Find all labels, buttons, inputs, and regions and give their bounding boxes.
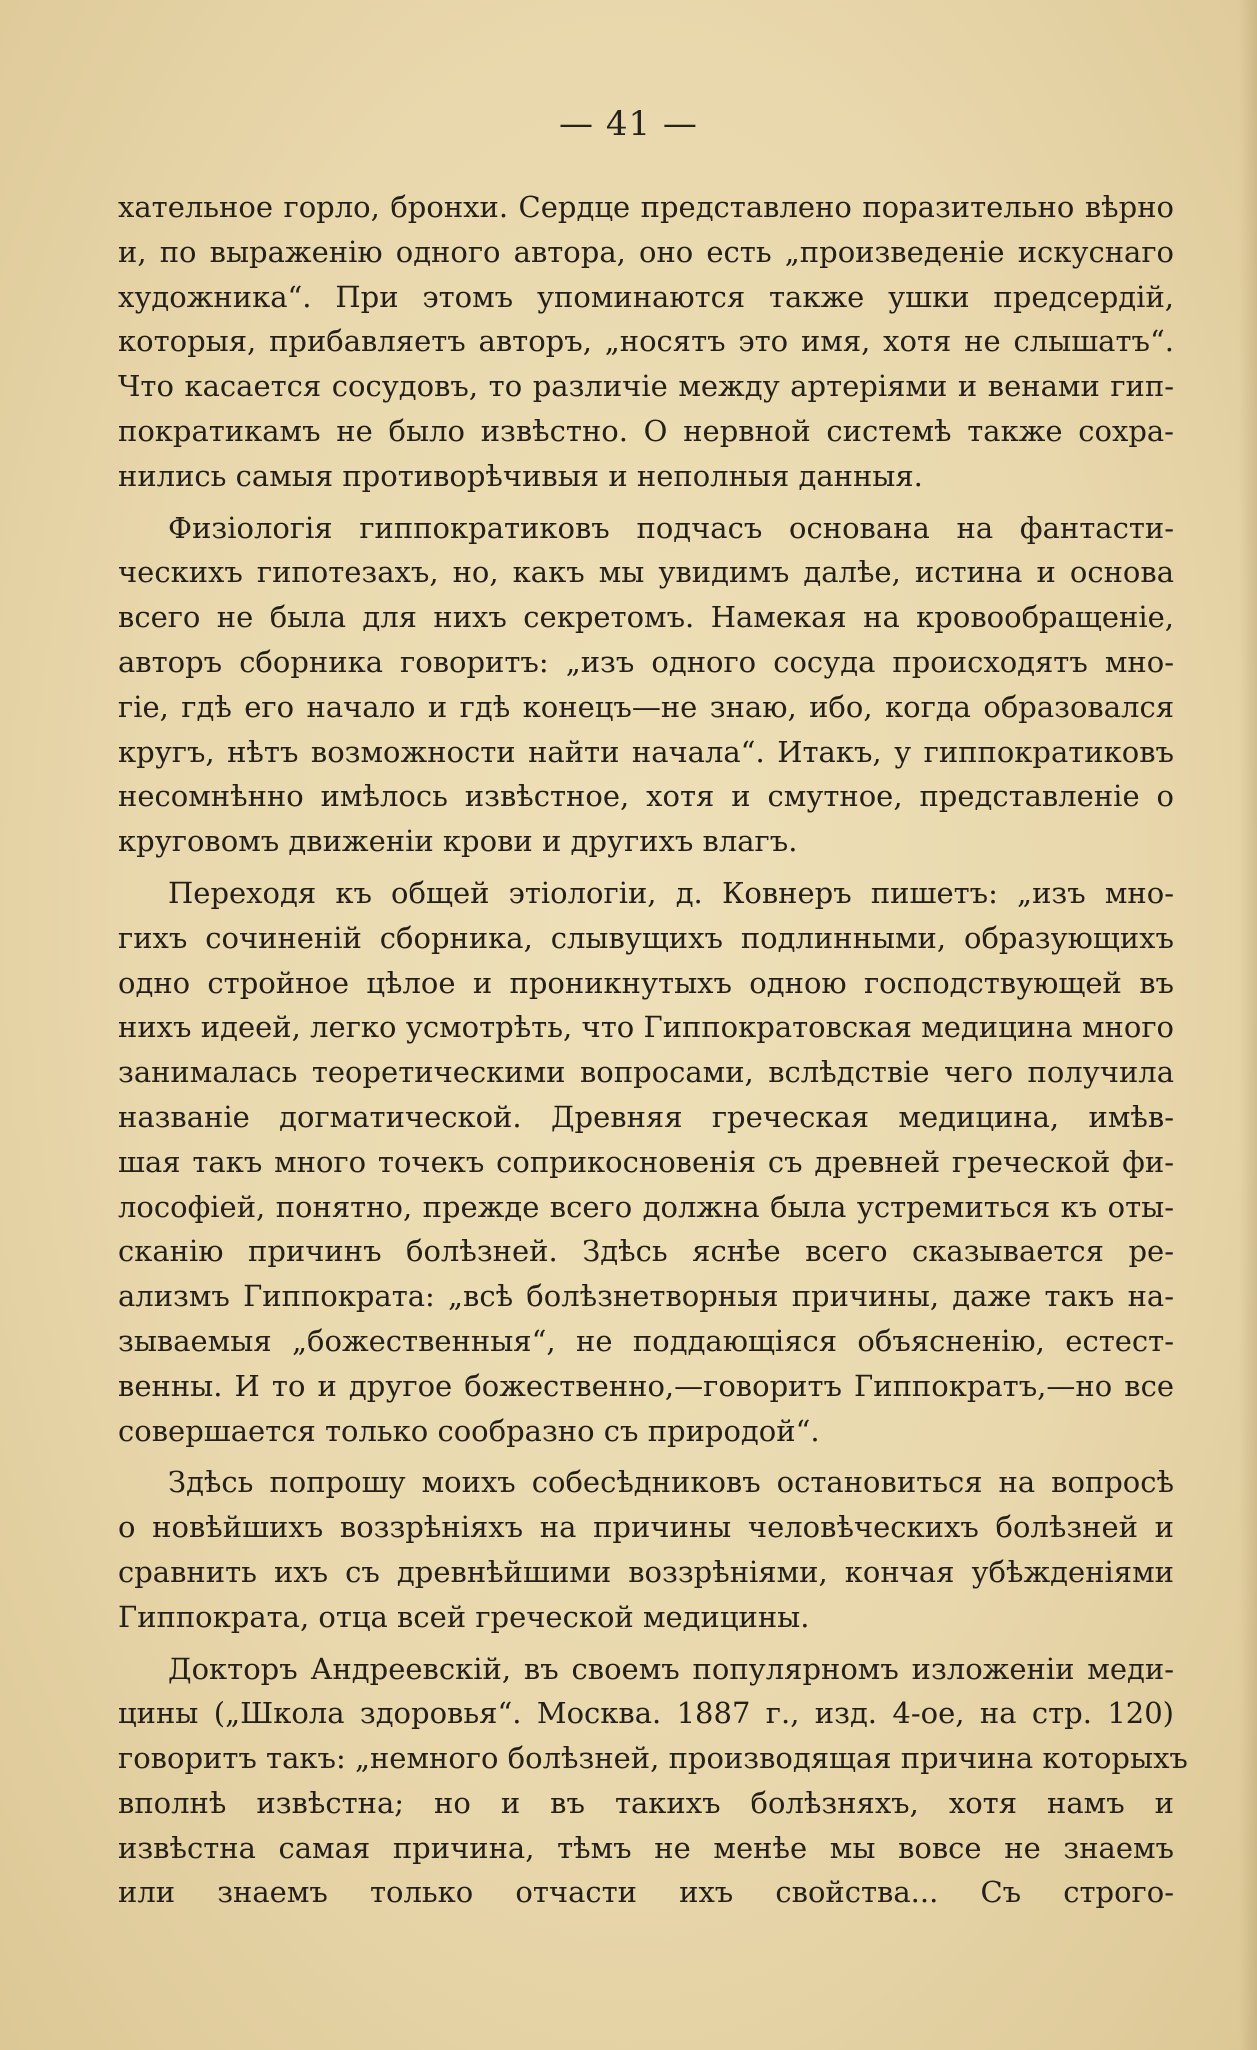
text-line: и, по выраженію одного автора, оно есть „произведеніе искуснаго xyxy=(118,234,1174,269)
text-line: Что касается сосудовъ, то различіе между артеріями и венами гип- xyxy=(118,369,1174,404)
text-line: нихъ идеей, легко усмотрѣть, что Гиппократовская медицина много xyxy=(118,1010,1174,1045)
page-edge-shadow xyxy=(1239,0,1257,2050)
text-line: о новѣйшихъ воззрѣніяхъ на причины человѣческихъ болѣзней и xyxy=(118,1510,1174,1545)
text-line: которыя, прибавляетъ авторъ, „носятъ это имя, хотя не слышатъ“. xyxy=(118,324,1174,359)
text-line: кругъ, нѣтъ возможности найти начала“. Итакъ, у гиппократиковъ xyxy=(118,734,1174,769)
text-line: говоритъ такъ: „немного болѣзней, производящая причина которыхъ xyxy=(118,1741,1188,1776)
text-line: художника“. При этомъ упоминаются также ушки предсердій, xyxy=(118,279,1174,314)
page-number: — 41 — xyxy=(559,104,698,144)
text-line: хательное горло, бронхи. Сердце представлено поразительно вѣрно xyxy=(118,190,1174,224)
text-line: зываемыя „божественныя“, не поддающіяся объясненію, естест- xyxy=(118,1323,1174,1358)
paragraph xyxy=(118,871,1174,1453)
text-line: или знаемъ только отчасти ихъ свойства... Съ строго- xyxy=(118,1875,1174,1910)
text-line: нились самыя противорѣчивыя и неполныя данныя. xyxy=(118,458,923,493)
text-line: авторъ сборника говоритъ: „изъ одного сосуда происходятъ мно- xyxy=(118,644,1174,679)
page-body-text xyxy=(118,185,1188,1915)
text-line: пократикамъ не было извѣстно. О нервной системѣ также сохра- xyxy=(118,413,1174,448)
text-line: сканію причинъ болѣзней. Здѣсь яснѣе всего сказывается ре- xyxy=(118,1234,1174,1269)
text-line: вполнѣ извѣстна; но и въ такихъ болѣзняхъ, хотя намъ и xyxy=(118,1785,1174,1820)
text-line: Здѣсь попрошу моихъ собесѣдниковъ остановиться на вопросѣ xyxy=(168,1465,1174,1500)
paragraph xyxy=(118,506,1174,864)
text-line: ческихъ гипотезахъ, но, какъ мы увидимъ далѣе, истина и основа xyxy=(118,555,1174,590)
text-line: занималась теоретическими вопросами, вслѣдствіе чего получила xyxy=(118,1055,1174,1090)
text-line: гіе, гдѣ его начало и гдѣ конецъ—не знаю, ибо, когда образовался xyxy=(118,689,1174,724)
text-line: Переходя къ общей этіологіи, д. Ковнеръ пишетъ: „изъ мно- xyxy=(168,875,1174,910)
text-line: всего не была для нихъ секретомъ. Намекая на кровообращеніе, xyxy=(118,600,1174,635)
text-line: несомнѣнно имѣлось извѣстное, хотя и смутное, представленіе о xyxy=(118,779,1174,814)
text-line: Гиппократа, отца всей греческой медицины. xyxy=(118,1599,810,1634)
paragraph xyxy=(118,1647,1188,1916)
text-line: извѣстна самая причина, тѣмъ не менѣе мы вовсе не знаемъ xyxy=(118,1830,1174,1865)
text-line: ализмъ Гиппократа: „всѣ болѣзнетворныя причины, даже такъ на- xyxy=(118,1279,1174,1314)
text-line: гихъ сочиненій сборника, слывущихъ подлинными, образующихъ xyxy=(118,920,1174,955)
paragraph xyxy=(118,185,1174,499)
text-line: сравнить ихъ съ древнѣйшими воззрѣніями, кончая убѣжденіями xyxy=(118,1554,1174,1589)
text-line: круговомъ движеніи крови и другихъ влагъ. xyxy=(118,824,798,859)
text-line: названіе догматической. Древняя греческая медицина, имѣв- xyxy=(118,1099,1174,1134)
text-line: Докторъ Андреевскій, въ своемъ популярномъ изложеніи меди- xyxy=(168,1651,1174,1686)
text-line: шая такъ много точекъ соприкосновенія съ древней греческой фи- xyxy=(118,1144,1174,1179)
text-line: лософіей, понятно, прежде всего должна была устремиться къ оты- xyxy=(118,1189,1174,1224)
text-line: венны. И то и другое божественно,—говоритъ Гиппократъ,—но все xyxy=(118,1368,1174,1403)
paragraph xyxy=(118,1460,1174,1639)
text-line: одно стройное цѣлое и проникнутыхъ одною господствующей въ xyxy=(118,965,1174,1000)
text-line: цины („Школа здоровья“. Москва. 1887 г., изд. 4-ое, на стр. 120) xyxy=(118,1696,1174,1731)
text-line: Физіологія гиппократиковъ подчасъ основана на фантасти- xyxy=(168,510,1174,545)
text-line: совершается только сообразно съ природой“. xyxy=(118,1413,820,1448)
